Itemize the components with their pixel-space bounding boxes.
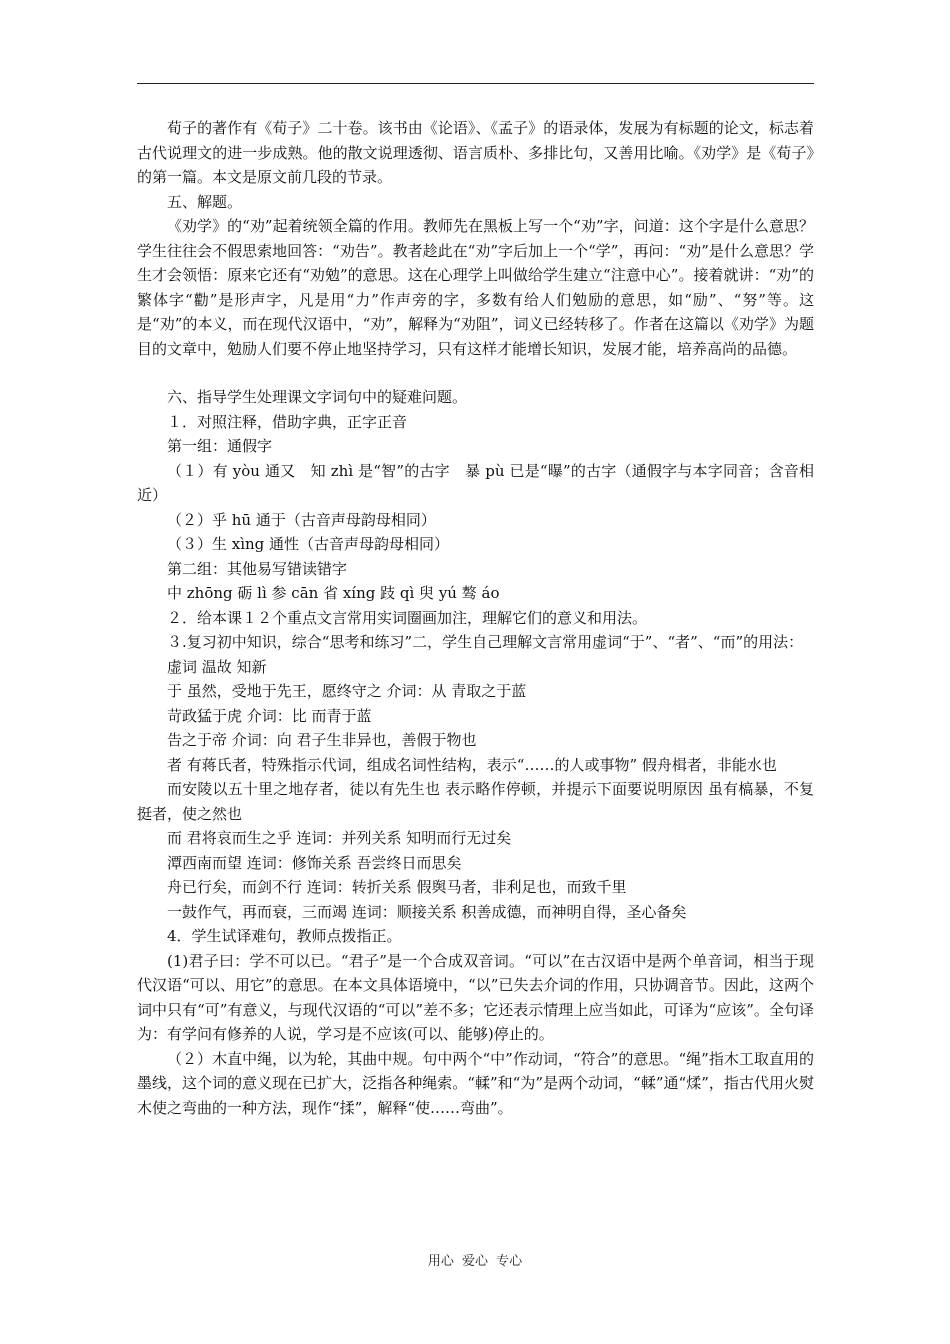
paragraph: ３.复习初中知识，综合“思考和练习”二，学生自己理解文言常用虚词“于”、“者”、“而”的用法： [167,633,804,651]
paragraph: 荀子的著作有《荀子》二十卷。该书由《论语》、《孟子》的语录体，发展为有标题的论文，标志着古代说理文的进一步成熟。他的散文说理透彻、语言质朴、多排比句，又善用比喻。《劝学》是《荀子》的第一篇。本文是原文前几段的节录。 [137,119,814,186]
paragraph: 舟已行矣，而剑不行 连词：转折关系 假舆马者，非利足也，而致千里 [167,878,627,896]
paragraph: （２）木直中绳，以为轮，其曲中规。句中两个“中”作动词，“符合”的意思。“绳”指木工取直用的墨线，这个词的意义现在已扩大，泛指各种绳索。“輮”和“为”是两个动词，“輮”通“煣”，指古代用火熨木使之弯曲的一种方法，现作“揉”，解释“使……弯曲”。 [137,1049,814,1117]
paragraph: 潭西南而望 连词：修饰关系 吾尝终日而思矣 [167,853,462,872]
page-footer: 用心 爱心 专心 [427,1254,523,1269]
paragraph: 一鼓作气，再而衰，三而竭 连词：顺接关系 积善成德，而神明自得，圣心备矣 [167,902,687,921]
paragraph: 虚词 温故 知新 [167,657,267,676]
paragraph: 而安陵以五十里之地存者，徒以有先生也 表示略作停顿，并提示下面要说明原因 虽有槁暴，不复挺者，使之然也 [137,780,814,823]
paragraph: 告之于帝 介词：向 君子生非异也，善假于物也 [167,731,477,749]
header-rule [137,83,814,84]
paragraph: 五、解题。 [167,192,243,211]
paragraph: （２）乎 hū 通于（古音声母韵母相同） [167,510,436,529]
paragraph: 4．学生试译难句，教师点拨指正。 [167,927,402,945]
paragraph: ２．给本课１２个重点文言常用实词圈画加注，理解它们的意义和用法。 [167,608,648,627]
document-body [137,116,814,1120]
paragraph: 苛政猛于虎 介词：比 而青于蓝 [167,706,372,725]
paragraph: 而 君将哀而生之乎 连词：并列关系 知明而行无过矣 [167,829,512,847]
paragraph: 中 zhōng 砺 lì 参 cān 省 xíng 跂 qì 臾 yú 骜 áo [167,584,500,602]
paragraph: （１）有 yòu 通又 知 zhì 是“智”的古字 暴 pù 已是“曝”的古字（通假字与本字同音；含音相近） [137,461,814,504]
paragraph: 第二组：其他易写错读错字 [167,559,348,578]
paragraph: 六、指导学生处理课文字词句中的疑难问题。 [167,388,468,406]
paragraph: 第一组：通假字 [167,437,273,455]
paragraph: 《劝学》的“劝”起着统领全篇的作用。教师先在黑板上写一个“劝”字，问道：这个字是什么意思？学生往往会不假思索地回答：“劝告”。教者趁此在“劝”字后加上一个“学”，再问：“劝”是什么意思？学生才会领悟：原来它还有“劝勉”的意思。这在心理学上叫做给学生建立“注意中心”。接着就讲：“劝”的繁体字“勸”是形声字，凡是用“力”作声旁的字，多数有给人们勉励的意思，如“励”、“努”等。这是“劝”的本义，而在现代汉语中，“劝”，解释为“劝阻”，词义已经转移了。作者在这篇以《劝学》为题目的文章中，勉励人们要不停止地坚持学习，只有这样才能增长知识，发展才能，培养高尚的品德。 [137,217,814,358]
paragraph: 于 虽然，受地于先王，愿终守之 介词：从 青取之于蓝 [167,682,527,700]
paragraph: １．对照注释，借助字典，正字正音 [167,412,408,431]
paragraph: 者 有蒋氏者，特殊指示代词，组成名词性结构，表示“……的人或事物” 假舟楫者，非能水也 [167,755,777,774]
paragraph-gap [137,361,814,385]
paragraph: (1)君子曰：学不可以已。“君子”是一个合成双音词。“可以”在古汉语中是两个单音词，相当于现代汉语“可以、用它”的意思。在本文具体语境中，“以”已失去介词的作用，只协调音节。因此，这两个词中只有“可”有意义，与现代汉语的“可以”差不多；它还表示情理上应当如此，可译为“应该”。全句译为：有学问有修养的人说，学习是不应该(可以、能够)停止的。 [137,951,814,1043]
paragraph: （３）生 xìng 通性（古音声母韵母相同） [167,535,450,553]
